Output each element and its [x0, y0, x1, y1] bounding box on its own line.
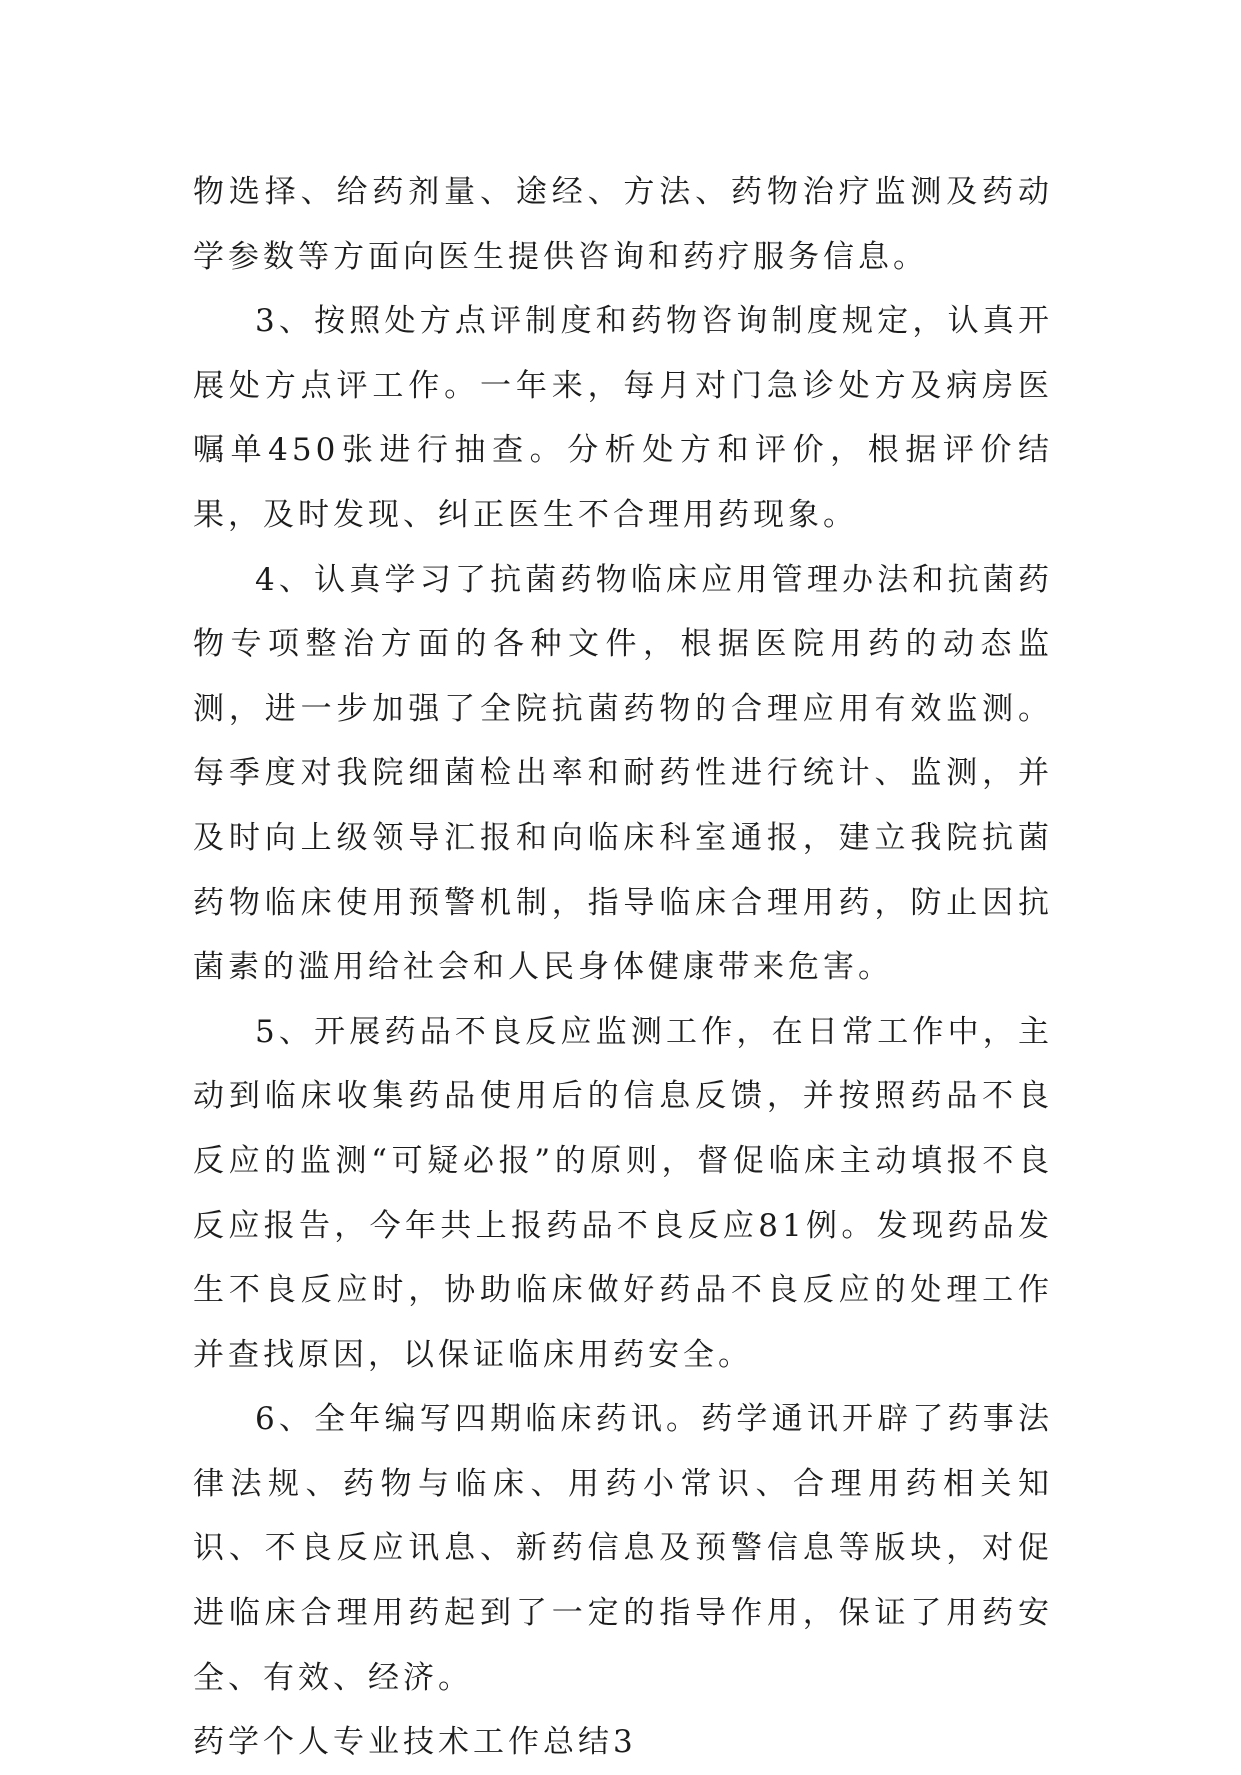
paragraph-item-5: 5、开展药品不良反应监测工作，在日常工作中，主动到临床收集药品使用后的信息反馈，并按照药品不良反应的监测“可疑必报”的原则，督促临床主动填报不良反应报告，今年共上报药品不良反应81例。发现药品发生不良反应时，协助临床做好药品不良反应的处理工作并查找原因，以保证临床用药安全。	[193, 1013, 1053, 1373]
paragraph-item-4: 4、认真学习了抗菌药物临床应用管理办法和抗菌药物专项整治方面的各种文件，根据医院用药的动态监测，进一步加强了全院抗菌药物的合理应用有效监测。每季度对我院细菌检出率和耐药性进行统计、监测，并及时向上级领导汇报和向临床科室通报，建立我院抗菌药物临床使用预警机制，指导临床合理用药，防止因抗菌素的滥用给社会和人民身体健康带来危害。	[193, 561, 1053, 986]
paragraph-item-3: 3、按照处方点评制度和药物咨询制度规定，认真开展处方点评工作。一年来，每月对门急诊处方及病房医嘱单450张进行抽查。分析处方和评价，根据评价结果，及时发现、纠正医生不合理用药现象。	[193, 303, 1053, 533]
paragraph-item-6: 6、全年编写四期临床药讯。药学通讯开辟了药事法律法规、药物与临床、用药小常识、合理用药相关知识、不良反应讯息、新药信息及预警信息等版块，对促进临床合理用药起到了一定的指导作用，保证了用药安全、有效、经济。	[193, 1401, 1053, 1696]
document-body	[193, 160, 1053, 1775]
section-heading: 药学个人专业技术工作总结3	[193, 1724, 637, 1761]
paragraph-continuation: 物选择、给药剂量、途经、方法、药物治疗监测及药动学参数等方面向医生提供咨询和药疗服务信息。	[193, 174, 1053, 275]
